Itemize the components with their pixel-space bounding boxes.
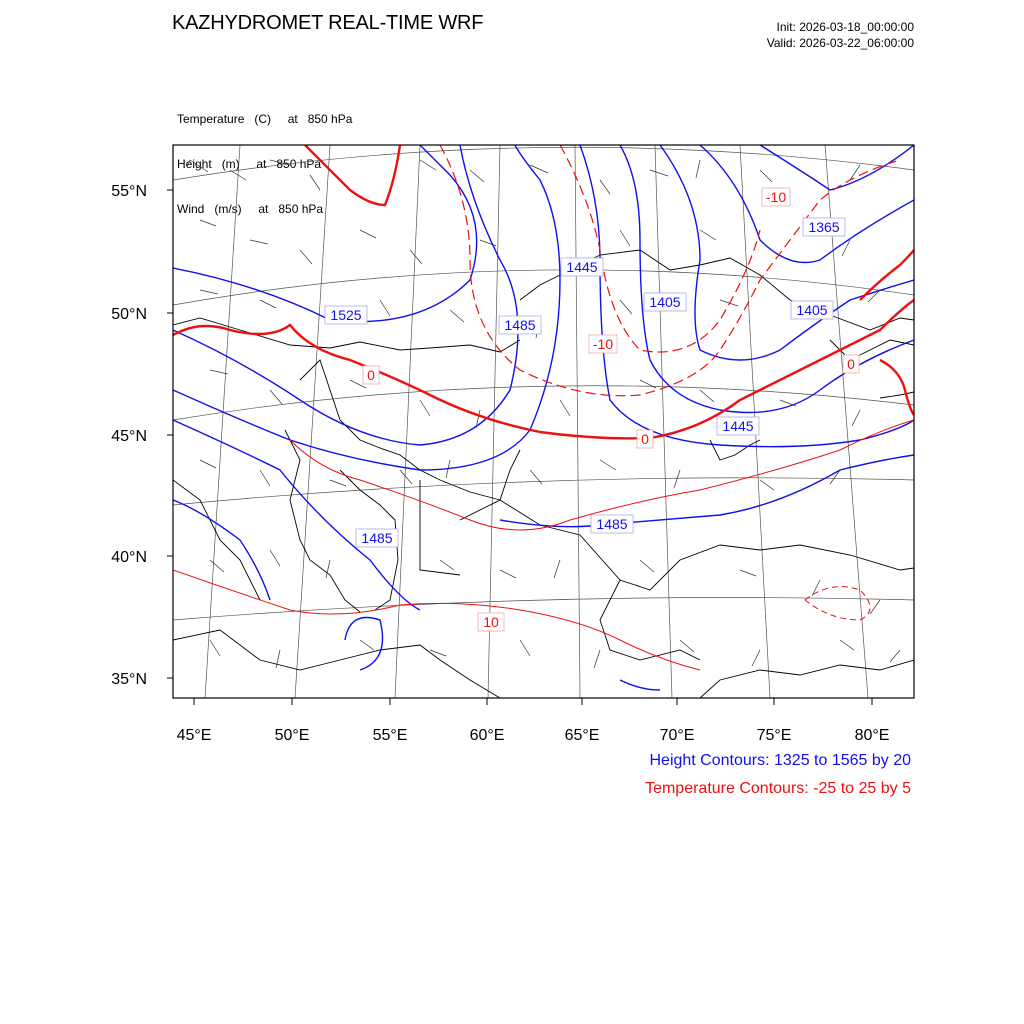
- temperature-label: -10: [592, 336, 614, 352]
- lat-tick-label: 45°N: [111, 428, 147, 445]
- height-label: 1485: [596, 516, 628, 532]
- field-height: Height (m) at 850 hPa: [177, 157, 322, 171]
- page-title: KAZHYDROMET REAL-TIME WRF: [172, 12, 484, 34]
- temperature-contour-legend: Temperature Contours: -25 to 25 by 5: [645, 780, 911, 797]
- longitude-axis: [177, 698, 890, 744]
- lon-tick-label: 70°E: [659, 727, 695, 744]
- lon-tick-label: 45°E: [176, 727, 212, 744]
- temperature-label: 10: [483, 614, 499, 630]
- lon-tick-label: 60°E: [469, 727, 505, 744]
- temperature-label: -10: [765, 189, 787, 205]
- height-contour-legend: Height Contours: 1325 to 1565 by 20: [649, 752, 911, 769]
- lon-tick-label: 55°E: [372, 727, 408, 744]
- wind-barbs: [187, 160, 900, 668]
- temperature-label-group: [363, 188, 859, 631]
- height-label: 1445: [722, 418, 754, 434]
- lat-tick-label: 40°N: [111, 549, 147, 566]
- lon-tick-label: 50°E: [274, 727, 310, 744]
- height-label: 1525: [330, 307, 362, 323]
- height-label: 1405: [649, 294, 681, 310]
- field-temperature: Temperature (C) at 850 hPa: [177, 112, 353, 126]
- valid-time: Valid: 2026-03-22_06:00:00: [766, 36, 914, 50]
- lat-tick-label: 50°N: [111, 306, 147, 323]
- temperature-label: 0: [641, 431, 649, 447]
- lon-tick-label: 75°E: [756, 727, 792, 744]
- height-label: 1485: [504, 317, 536, 333]
- lon-tick-label: 80°E: [854, 727, 890, 744]
- lon-tick-label: 65°E: [564, 727, 600, 744]
- field-wind: Wind (m/s) at 850 hPa: [177, 202, 324, 216]
- height-label: 1365: [808, 219, 840, 235]
- height-label: 1405: [796, 302, 828, 318]
- lat-tick-label: 35°N: [111, 671, 147, 688]
- temperature-label: 0: [847, 356, 855, 372]
- latitude-axis: [111, 183, 173, 688]
- height-label: 1485: [361, 530, 393, 546]
- temperature-label: 0: [367, 367, 375, 383]
- init-time: Init: 2026-03-18_00:00:00: [776, 20, 914, 34]
- height-label: 1445: [566, 259, 598, 275]
- lat-tick-label: 55°N: [111, 183, 147, 200]
